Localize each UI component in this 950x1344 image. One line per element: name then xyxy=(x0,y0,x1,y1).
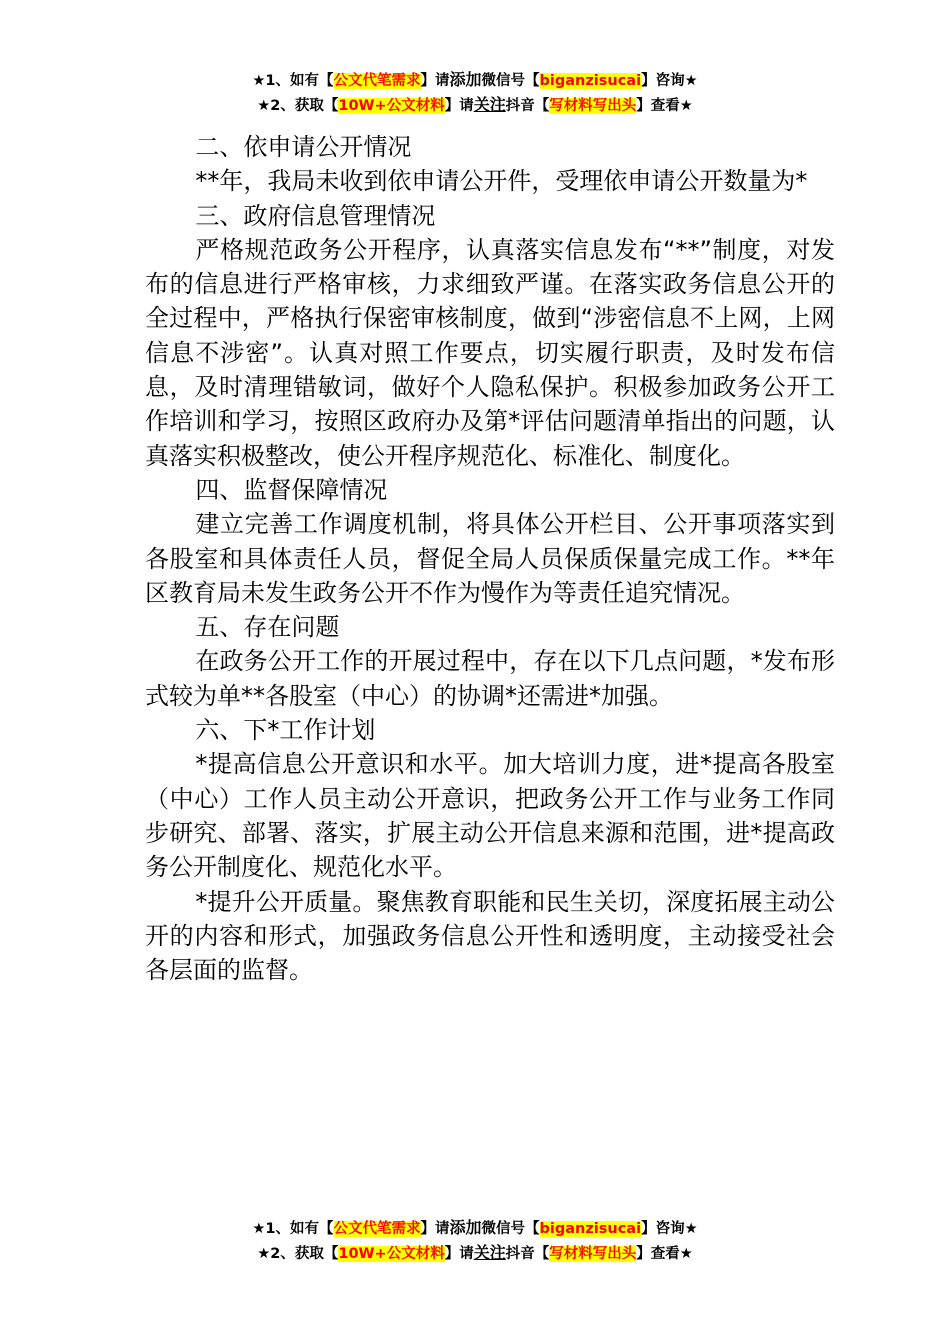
promo-text: 】请 xyxy=(420,1221,450,1237)
promo-text: 微信号【 xyxy=(481,73,540,89)
promo-text: 】咨询 xyxy=(641,73,685,89)
promo-text: 】请 xyxy=(444,98,474,114)
promo-text: 】查看 xyxy=(636,98,680,114)
header-promo-banner xyxy=(0,68,950,118)
promo-line-1 xyxy=(0,68,950,93)
section-heading: 三、政府信息管理情况 xyxy=(195,201,436,230)
promo-emphasis: 添加 xyxy=(449,70,482,89)
promo-text: 1、如有【 xyxy=(265,1221,334,1237)
promo-emphasis: 关注 xyxy=(473,1243,506,1262)
section-paragraph: 严格规范政务公开程序，认真落实信息发布“**”制度，对发布的信息进行严格审核，力求细致严谨。在落实政务信息公开的全过程中，严格执行保密审核制度，做到“涉密信息不上网，上网信息不涉密”。认真对照工作要点，切实履行职责，及时发布信息，及时清理错敏词，做好个人隐私保护。积极参加政务公开工作培训和学习，按照区政府办及第*评估问题清单指出的问题，认真落实积极整改，使公开程序规范化、标准化、制度化。 xyxy=(145,235,835,470)
section-heading: 五、存在问题 xyxy=(195,613,340,642)
star-icon: ★ xyxy=(684,1221,698,1237)
section-paragraph: 建立完善工作调度机制，将具体公开栏目、公开事项落实到各股室和具体责任人员，督促全局人员保质保量完成工作。**年区教育局未发生政务公开不作为慢作为等责任追究情况。 xyxy=(145,510,835,607)
section-paragraph: 在政务公开工作的开展过程中，存在以下几点问题，*发布形式较为单**各股室（中心）的协调*还需进*加强。 xyxy=(145,647,835,710)
promo-text: 2、获取【 xyxy=(270,98,339,114)
promo-text: 抖音【 xyxy=(505,1246,550,1262)
promo-text: 抖音【 xyxy=(505,98,550,114)
promo-douyin-id: 写材料写出头 xyxy=(549,98,637,114)
promo-text: 1、如有【 xyxy=(265,73,334,89)
star-icon: ★ xyxy=(684,73,698,89)
star-icon: ★ xyxy=(257,1246,271,1262)
section-paragraph: *提升公开质量。聚焦教育职能和民生关切，深度拓展主动公开的内容和形式，加强政务信息公开性和透明度，主动接受社会各层面的监督。 xyxy=(145,887,835,985)
promo-highlight: 10W+公文材料 xyxy=(338,98,445,114)
promo-highlight: 10W+公文材料 xyxy=(338,1246,445,1262)
section-heading: 六、下*工作计划 xyxy=(195,716,376,745)
promo-emphasis: 添加 xyxy=(449,1218,482,1237)
promo-text: 微信号【 xyxy=(481,1221,540,1237)
promo-douyin-id: 写材料写出头 xyxy=(549,1246,637,1262)
section-paragraph: **年，我局未收到依申请公开件，受理依申请公开数量为* xyxy=(195,167,808,196)
star-icon: ★ xyxy=(252,73,266,89)
promo-emphasis: 关注 xyxy=(473,95,506,114)
footer-promo-banner xyxy=(0,1216,950,1266)
promo-text: 】请 xyxy=(420,73,450,89)
promo-line-2 xyxy=(0,93,950,118)
promo-highlight: 公文代笔需求 xyxy=(333,1221,421,1237)
promo-text: 】咨询 xyxy=(641,1221,685,1237)
document-body xyxy=(145,130,835,987)
promo-text: 2、获取【 xyxy=(270,1246,339,1262)
star-icon: ★ xyxy=(257,98,271,114)
section-heading: 四、监督保障情况 xyxy=(195,475,388,504)
star-icon: ★ xyxy=(252,1221,266,1237)
section-paragraph: *提高信息公开意识和水平。加大培训力度，进*提高各股室（中心）工作人员主动公开意识，把政务公开工作与业务工作同步研究、部署、落实，扩展主动公开信息来源和范围，进*提高政务公开制度化、规范化水平。 xyxy=(145,750,835,882)
star-icon: ★ xyxy=(679,1246,693,1262)
promo-line-1 xyxy=(0,1216,950,1241)
promo-wechat-id: biganzisucai xyxy=(539,73,642,89)
promo-wechat-id: biganzisucai xyxy=(539,1221,642,1237)
section-heading: 二、依申请公开情况 xyxy=(195,133,412,161)
promo-text: 】查看 xyxy=(636,1246,680,1262)
promo-text: 】请 xyxy=(444,1246,474,1262)
promo-line-2 xyxy=(0,1241,950,1266)
star-icon: ★ xyxy=(679,98,693,114)
promo-highlight: 公文代笔需求 xyxy=(333,73,421,89)
